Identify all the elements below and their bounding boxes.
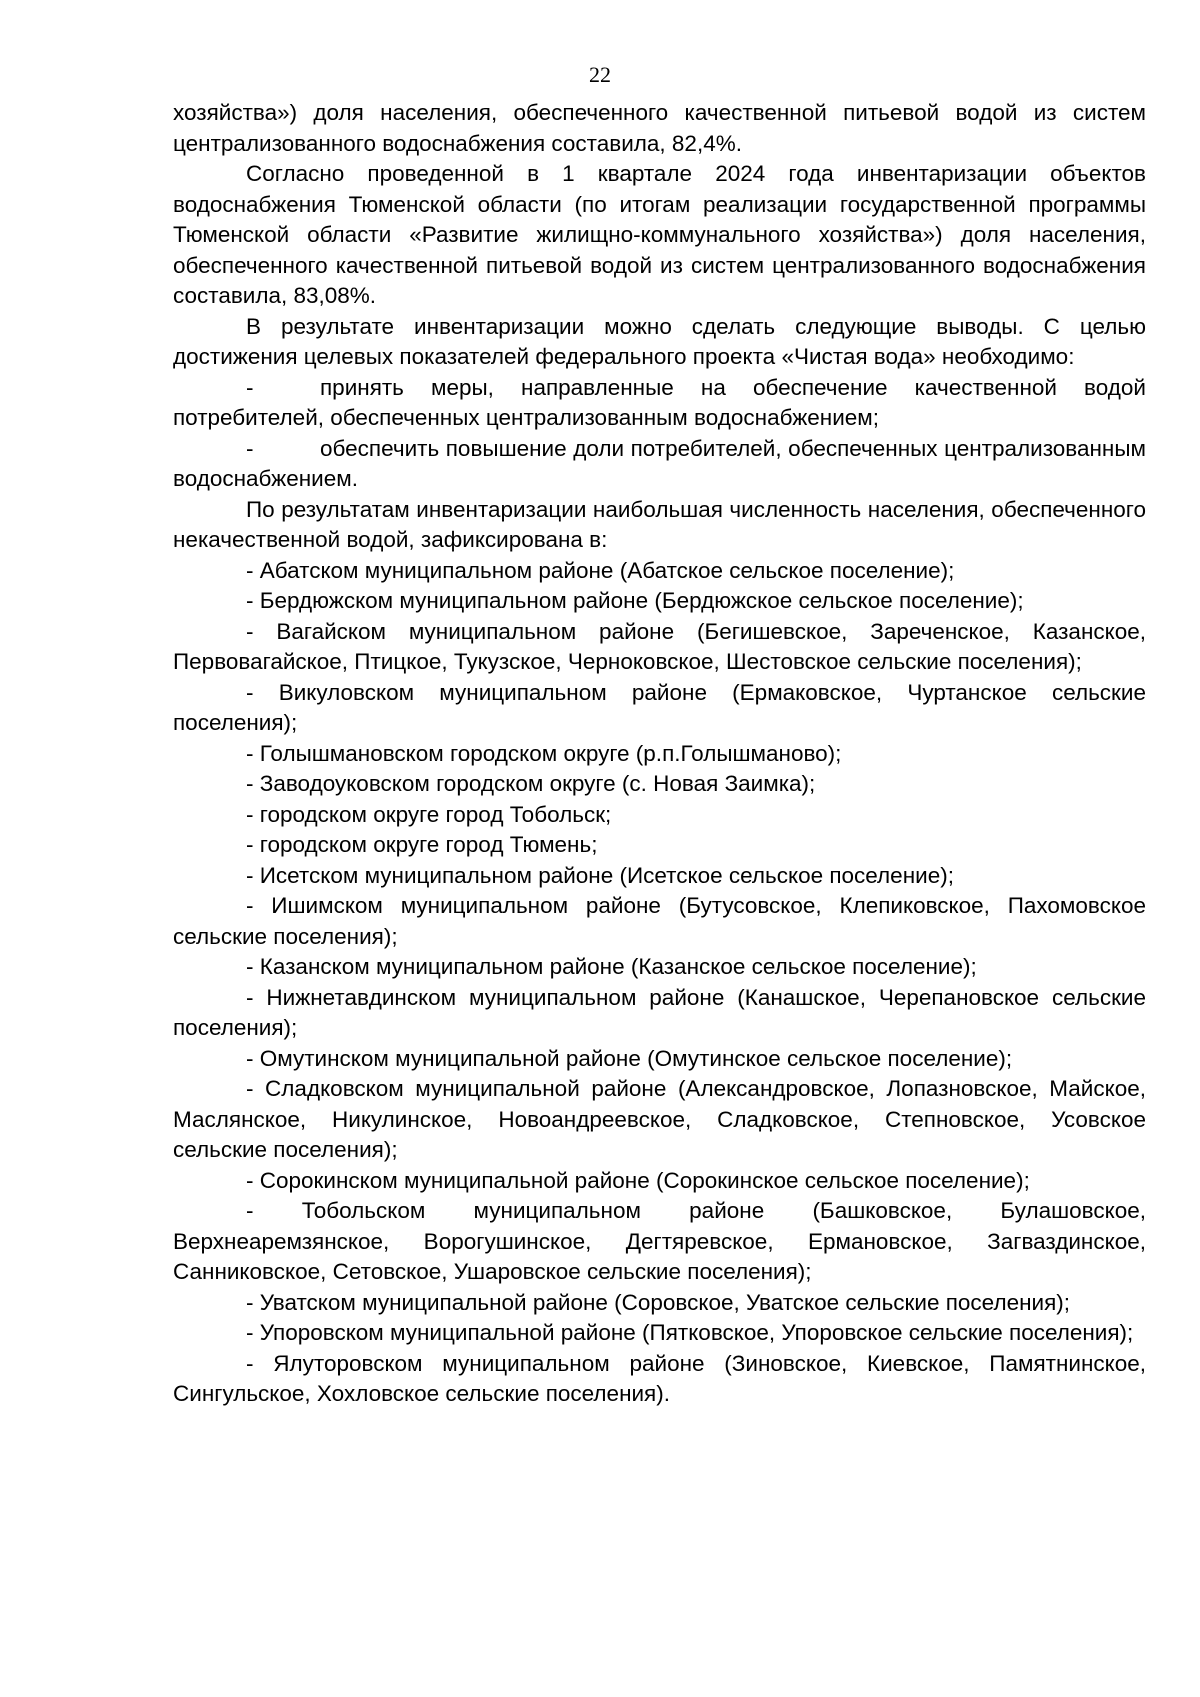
measure-item: [173, 434, 1146, 495]
district-item: - Абатском муниципальном районе (Абатское сельское поселение);: [246, 557, 955, 583]
district-item: - Викуловском муниципальном районе (Ермаковское, Чуртанское сельские поселения);: [173, 679, 1146, 735]
paragraph: По результатам инвентаризации наибольшая численность населения, обеспеченного некачественной водой, зафиксирована в:: [173, 496, 1146, 552]
measure-text: обеспечить повышение доли потребителей, обеспеченных централизованным водоснабжением.: [173, 435, 1146, 491]
measure-item: [173, 373, 1146, 434]
district-item: - Сладковском муниципальной районе (Александровское, Лопазновское, Майское, Маслянское, Никулинское, Новоандреевское, Сладковское, Степновское, Усовское сельские поселения);: [173, 1076, 1146, 1162]
district-item: - Сорокинском муниципальной районе (Сорокинское сельское поселение);: [246, 1167, 1030, 1193]
measure-text: принять меры, направленные на обеспечение качественной водой потребителей, обеспеченных централизованным водоснабжением;: [173, 374, 1146, 430]
district-item: - Ялуторовском муниципальном районе (Зиновское, Киевское, Памятнинское, Сингульское, Хохловское сельские поселения).: [173, 1350, 1146, 1406]
paragraph: В результате инвентаризации можно сделать следующие выводы. С целью достижения целевых показателей федерального проекта «Чистая вода» необходимо:: [173, 313, 1146, 369]
list-dash: -: [246, 374, 254, 400]
list-dash: -: [246, 435, 254, 461]
district-item: - Голышмановском городском округе (р.п.Голышманово);: [246, 740, 842, 766]
district-item: - Упоровском муниципальной районе (Пятковское, Упоровское сельские поселения);: [246, 1320, 1134, 1345]
district-item: - Заводоуковском городском округе (с. Новая Заимка);: [246, 771, 816, 796]
district-item: - городском округе город Тобольск;: [246, 801, 612, 827]
district-item: - Уватском муниципальной районе (Соровское, Уватское сельские поселения);: [246, 1289, 1071, 1315]
district-item: - Нижнетавдинском муниципальном районе (Канашское, Черепановское сельские поселения);: [173, 984, 1146, 1040]
paragraph: хозяйства») доля населения, обеспеченного качественной питьевой водой из систем централизованного водоснабжения составила, 82,4%.: [173, 100, 1146, 156]
page-number: 22: [589, 62, 611, 87]
district-item: - Тобольском муниципальном районе (Башковское, Булашовское, Верхнеаремзянское, Ворогушинское, Дегтяревское, Ермановское, Загваздинское, Санниковское, Сетовское, Ушаровское сельские поселения);: [173, 1198, 1146, 1284]
district-item: - Омутинском муниципальной районе (Омутинское сельское поселение);: [246, 1045, 1013, 1071]
district-item: - Бердюжском муниципальном районе (Бердюжское сельское поселение);: [246, 588, 1024, 613]
district-item: - Исетском муниципальном районе (Исетское сельское поселение);: [246, 862, 954, 888]
district-item: - Вагайском муниципальном районе (Бегишевское, Зареченское, Казанское, Первовагайское, Птицкое, Тукузское, Черноковское, Шестовское сельские поселения);: [173, 618, 1146, 674]
district-item: - городском округе город Тюмень;: [246, 832, 598, 857]
document-body: [173, 98, 1146, 1410]
district-item: - Казанском муниципальном районе (Казанское сельское поселение);: [246, 954, 977, 979]
paragraph: Согласно проведенной в 1 квартале 2024 года инвентаризации объектов водоснабжения Тюменской области (по итогам реализации государственной программы Тюменской области «Развитие жилищно-коммунального хозяйства») доля населения, обеспеченного качественной питьевой водой из систем централизованного водоснабжения составила, 83,08%.: [173, 161, 1146, 308]
district-item: - Ишимском муниципальном районе (Бутусовское, Клепиковское, Пахомовское сельские поселения);: [173, 893, 1146, 949]
